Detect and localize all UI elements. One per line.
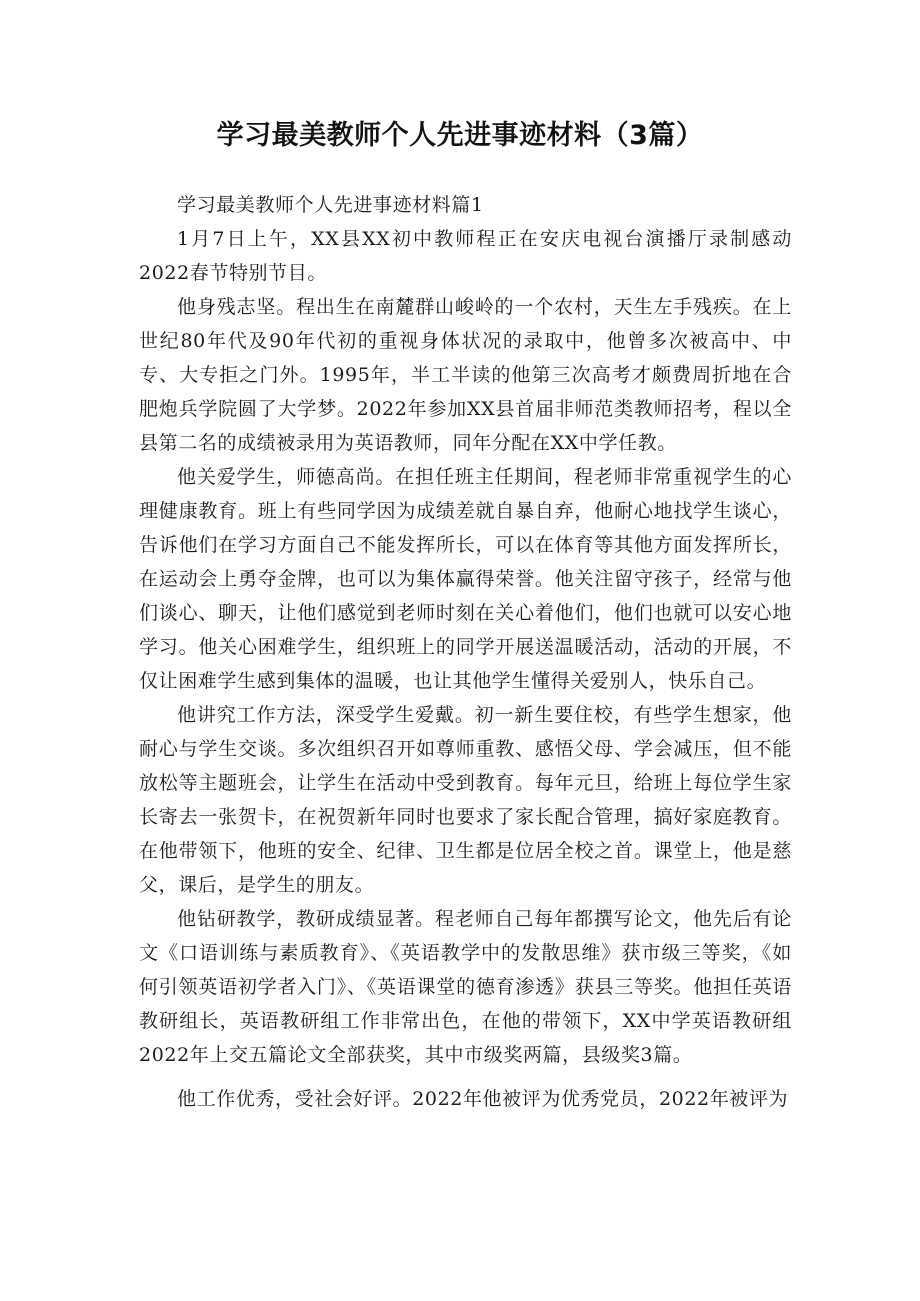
document-body <box>139 188 792 1116</box>
section-heading: 学习最美教师个人先进事迹材料篇1 <box>177 194 484 216</box>
paragraph-recognition: 他工作优秀，受社会好评。2022年他被评为优秀党员，2022年被评为 <box>177 1088 789 1110</box>
paragraph-research: 他钻研教学，教研成绩显著。程老师自己每年都撰写论文，他先后有论文《口语训练与素质教育》、《英语教学中的发散思维》获市级三等奖，《如何引领英语初学者入门》、《英语课堂的德育渗透》获县三等奖。他担任英语教研组长，英语教研组工作非常出色，在他的带领下，XX中学英语教研组2022年上交五篇论文全部获奖，其中市级奖两篇，县级奖3篇。 <box>139 908 792 1066</box>
document-title: 学习最美教师个人先进事迹材料（3篇） <box>216 120 704 151</box>
paragraph-caring: 他关爱学生，师德高尚。在担任班主任期间，程老师非常重视学生的心理健康教育。班上有些同学因为成绩差就自暴自弃，他耐心地找学生谈心，告诉他们在学习方面自己不能发挥所长，可以在体育等其他方面发挥所长，在运动会上勇夺金牌，也可以为集体赢得荣誉。他关注留守孩子，经常与他们谈心、聊天，让他们感觉到老师时刻在关心着他们，他们也就可以安心地学习。他关心困难学生，组织班上的同学开展送温暖活动，活动的开展，不仅让困难学生感到集体的温暖，也让其他学生懂得关爱别人，快乐自己。 <box>139 466 792 692</box>
paragraph-perseverance: 他身残志坚。程出生在南麓群山峻岭的一个农村，天生左手残疾。在上世纪80年代及90年代初的重视身体状况的录取中，他曾多次被高中、中专、大专拒之门外。1995年，半工半读的他第三次高考才颇费周折地在合肥炮兵学院圆了大学梦。2022年参加XX县首届非师范类教师招考，程以全县第二名的成绩被录用为英语教师，同年分配在XX中学任教。 <box>139 296 792 454</box>
paragraph-methods: 他讲究工作方法，深受学生爱戴。初一新生要住校，有些学生想家，他耐心与学生交谈。多次组织召开如尊师重教、感悟父母、学会减压，但不能放松等主题班会，让学生在活动中受到教育。每年元旦，给班上每位学生家长寄去一张贺卡，在祝贺新年同时也要求了家长配合管理，搞好家庭教育。在他带领下，他班的安全、纪律、卫生都是位居全校之首。课堂上，他是慈父，课后，是学生的朋友。 <box>139 704 792 896</box>
paragraph-intro: 1月7日上午，XX县XX初中教师程正在安庆电视台演播厅录制感动2022春节特别节目。 <box>139 228 792 284</box>
